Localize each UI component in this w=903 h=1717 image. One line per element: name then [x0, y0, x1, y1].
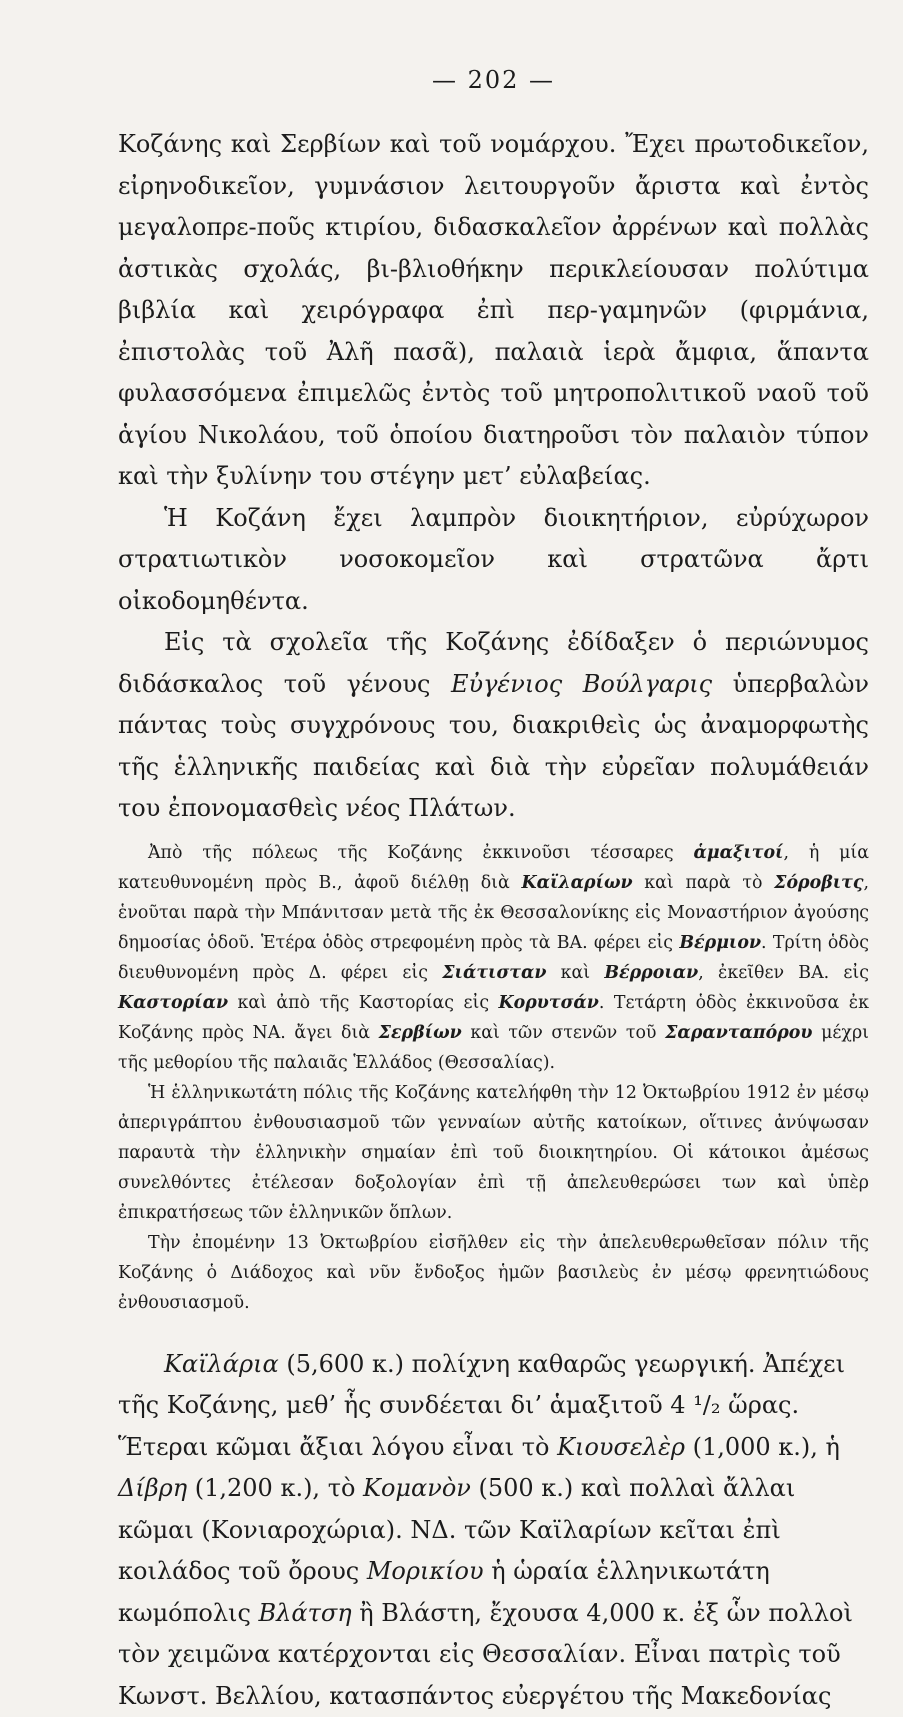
paragraph-kozani-buildings: Ἡ Κοζάνη ἔχει λαμπρὸν διοικητήριον, εὐρύχωρον στρατιωτικὸν νοσοκομεῖον καὶ στρατῶνα ἄρτι οἰκοδομηθέντα.	[118, 498, 869, 623]
paragraph-voulgaris: Εἰς τὰ σχολεῖα τῆς Κοζάνης ἐδίδαξεν ὁ περιώνυμος διδάσκαλος τοῦ γένους Εὐγένιος Βούλγαρις ὑπερβαλὼν πάντας τοὺς συγχρόνους του, διακριθεὶς ὡς ἀναμορφωτὴς τῆς ἑλληνικῆς παιδείας καὶ διὰ τὴν εὐρεῖαν πολυμάθειάν του ἐπονομασθεὶς νέος Πλάτων.	[118, 622, 869, 830]
page-number: — 202 —	[118, 66, 869, 94]
person-name-voulgaris: Εὐγένιος Βούλγαρις	[451, 670, 712, 698]
paragraph-kozani-institutions: Κοζάνης καὶ Σερβίων καὶ τοῦ νομάρχου. Ἔχει πρωτοδικεῖον, εἰρηνοδικεῖον, γυμνάσιον λειτουργοῦν ἄριστα καὶ ἐντὸς μεγαλοπρε-ποῦς κτιρίου, διδασκαλεῖον ἀρρένων καὶ πολλὰς ἀστικὰς σχολάς, βι-βλιοθήκην περικλείουσαν πολύτιμα βιβλία καὶ χειρόγραφα ἐπὶ περ-γαμηνῶν (φιρμάνια, ἐπιστολὰς τοῦ Ἀλῆ πασᾶ), παλαιὰ ἱερὰ ἄμφια, ἅπαντα φυλασσόμενα ἐπιμελῶς ἐντὸς τοῦ μητροπολιτικοῦ ναοῦ τοῦ ἁγίου Νικολάου, τοῦ ὁποίου διατηροῦσι τὸν παλαιὸν τύπον καὶ τὴν ξυλίνην του στέγην μετ’ εὐλαβείας.	[118, 124, 869, 498]
paragraph-kailaria: Καϊλάρια (5,600 κ.) πολίχνη καθαρῶς γεωργική. Ἀπέχει τῆς Κοζάνης, μεθ’ ἧς συνδέεται δι’ ἁμαξιτοῦ 4 ¹/₂ ὥρας. Ἕτεραι κῶμαι ἄξιαι λόγου εἶναι τὸ Κιουσελὲρ (1,000 κ.), ἡ Δίβρη (1,200 κ.), τὸ Κομανὸν (500 κ.) καὶ πολλαὶ ἄλλαι κῶμαι (Κονιαροχώρια). ΝΔ. τῶν Καϊλαρίων κεῖται ἐπὶ κοιλάδος τοῦ ὄρους Μορικίου ἡ ὡραία ἑλληνικωτάτη κωμόπολις Βλάτση ἢ Βλάστη, ἔχουσα 4,000 κ. ἐξ ὧν πολλοὶ τὸν χειμῶνα κατέρχονται εἰς Θεσσαλίαν. Εἶναι πατρὶς τοῦ Κωνστ. Βελλίου, κατασπάντος εὐεργέτου τῆς Μακεδονίας	[118, 1344, 869, 1717]
paragraph-roads: Ἀπὸ τῆς πόλεως τῆς Κοζάνης ἐκκινοῦσι τέσσαρες ἁμαξιτοί, ἡ μία κατευθυνομένη πρὸς Β., ἀφοῦ διέλθῃ διὰ Καϊλαρίων καὶ παρὰ τὸ Σόροβιτς, ἑνοῦται παρὰ τὴν Μπάνιτσαν μετὰ τῆς ἐκ Θεσσαλονίκης εἰς Μοναστήριον ἀγούσης δημοσίας ὁδοῦ. Ἑτέρα ὁδὸς στρεφομένη πρὸς τὰ ΒΑ. φέρει εἰς Βέρμιον. Τρίτη ὁδὸς διευθυνομένη πρὸς Δ. φέρει εἰς Σιάτισταν καὶ Βέρροιαν, ἐκεῖθεν ΒΑ. εἰς Καστορίαν καὶ ἀπὸ τῆς Καστορίας εἰς Κορυτσάν. Τετάρτη ὁδὸς ἐκκινοῦσα ἐκ Κοζάνης πρὸς ΝΑ. ἄγει διὰ Σερβίων καὶ τῶν στενῶν τοῦ Σαρανταπόρου μέχρι τῆς μεθορίου τῆς παλαιᾶς Ἑλλάδος (Θεσσαλίας).	[118, 838, 869, 1078]
paragraph-crown-prince: Τὴν ἐπομένην 13 Ὀκτωβρίου εἰσῆλθεν εἰς τὴν ἀπελευθερωθεῖσαν πόλιν τῆς Κοζάνης ὁ Διάδοχος καὶ νῦν ἔνδοξος ἡμῶν βασιλεὺς ἐν μέσῳ φρενητιώδους ἐνθουσιασμοῦ.	[118, 1228, 869, 1318]
paragraph-liberation: Ἡ ἑλληνικωτάτη πόλις τῆς Κοζάνης κατελήφθη τὴν 12 Ὀκτωβρίου 1912 ἐν μέσῳ ἀπεριγράπτου ἐνθουσιασμοῦ τῶν γενναίων αὐτῆς κατοίκων, οἵτινες ἀνύψωσαν παραυτὰ τὴν ἑλληνικὴν σημαίαν ἐπὶ τοῦ διοικητηρίου. Οἱ κάτοικοι ἀμέσως συνελθόντες ἐτέλεσαν δοξολογίαν ἐπὶ τῇ ἀπελευθερώσει των καὶ ὑπὲρ ἐπικρατήσεως τῶν ἑλληνικῶν ὅπλων.	[118, 1078, 869, 1228]
